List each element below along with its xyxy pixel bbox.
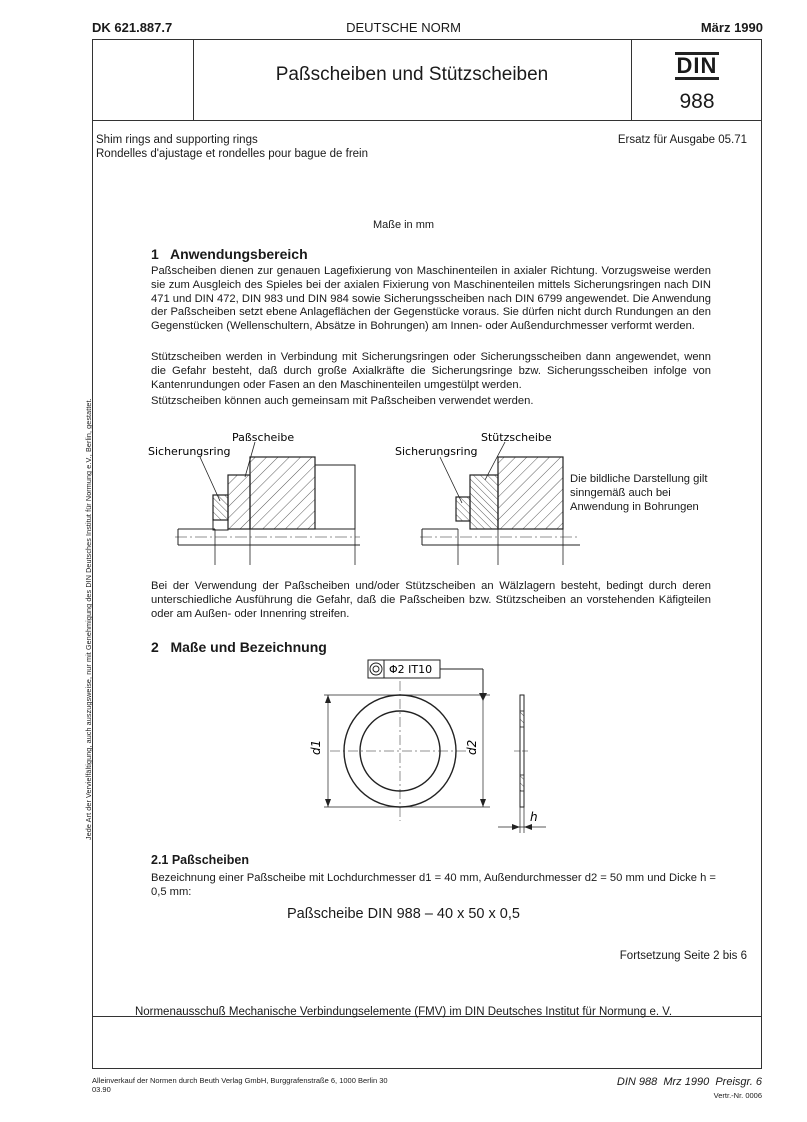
section1-heading — [151, 246, 308, 262]
replaces-edition: Ersatz für Ausgabe 05.71 — [617, 134, 747, 146]
section1-para2: Stützscheiben werden in Verbindung mit Sicherungsringen oder Sicherungsscheiben dann angewendet, wenn die Gefahr besteht, daß durch große Axialkräfte die Sicherungsringe bzw. Sicherungsscheiben infolge von Kantenrundungen oder Fasen an den Maschinenteilen umgestülpt werden. — [151, 351, 711, 391]
section1-para1: Paßscheiben dienen zur genauen Lagefixierung von Maschinenteilen in axialer Richtung. Vorzugsweise werden sie zum Ausgleich des Spieles bei der axialen Fixierung von Maschinenteilen mittels Sicherungsringen nach DIN 471 und DIN 472, DIN 983 und DIN 984 sowie Sicherungsscheiben nach DIN 6799 angewendet. Die Anwendung der Paßscheiben setzt ebene Anlageflächen der Gegenstücke voraus. Sie dürfen nicht durch Rundungen an den Gegenstücken (Wellenschultern, Absätze in Bohrungen) am Innen- oder Außendurchmesser verformt werden. — [151, 265, 711, 333]
section1-title: Anwendungsbereich — [169, 246, 308, 262]
footer-din-ref: DIN 988 Mrz 1990 Preisgr. 6 — [616, 1076, 762, 1088]
issue-date: März 1990 — [700, 20, 763, 35]
section1-para4: Bei der Verwendung der Paßscheiben und/oder Stützscheiben an Wälzlagern besteht, bedingt durch deren unterschiedliche Ausführung die Gefahr, daß die Paßscheiben bzw. Stützscheiben an vorstehenden Käfigteilen oder am Außen- oder Innenring streifen. — [151, 580, 711, 620]
fig-left-label-passscheibe: Paßscheibe — [232, 431, 295, 444]
title-french: Rondelles d'ajustage et rondelles pour bague de frein — [96, 148, 368, 160]
dk-number: DK 621.887.7 — [92, 20, 173, 35]
fig-left-pass-washer — [175, 442, 360, 565]
washer-dimension-drawing — [300, 655, 560, 840]
footer-date-code: 03.90 — [92, 1085, 111, 1094]
section2-heading — [151, 639, 327, 655]
continuation-note: Fortsetzung Seite 2 bis 6 — [619, 950, 747, 962]
fig-right-label-sicherungsring: Sicherungsring — [395, 445, 478, 458]
din-logo-text: DIN — [676, 53, 718, 78]
fig-right-support-washer — [420, 442, 580, 565]
fig-right-label-stuetzscheibe: Stützscheibe — [481, 431, 552, 444]
h-label: h — [530, 810, 538, 824]
section2-number: 2 — [151, 639, 159, 655]
section21-text: Bezeichnung einer Paßscheibe mit Lochdurchmesser d1 = 40 mm, Außendurchmesser d2 = 50 mm und Dicke h = 0,5 mm: — [151, 872, 716, 898]
norm-type: DEUTSCHE NORM — [346, 20, 461, 35]
section2-title: Maße und Bezeichnung — [170, 639, 327, 655]
copyright-side-note: Jede Art der Vervielfältigung, auch auszugsweise, nur mit Genehmigung des DIN Deutsches Institut für Normung e.V., Berlin, gestattet. — [84, 398, 93, 840]
section21-heading: 2.1 Paßscheiben — [151, 853, 249, 867]
footer-vertr-nr: Vertr.-Nr. 0006 — [713, 1091, 762, 1100]
fig-left-label-sicherungsring: Sicherungsring — [148, 445, 231, 458]
page-title: Paßscheiben und Stützscheiben — [275, 64, 549, 85]
title-english: Shim rings and supporting rings — [96, 134, 258, 146]
din-number: 988 — [679, 90, 715, 113]
units-note: Maße in mm — [372, 219, 435, 231]
section1-para3: Stützscheiben können auch gemeinsam mit Paßscheiben verwendet werden. — [151, 395, 534, 407]
footer-publisher: Alleinverkauf der Normen durch Beuth Verlag GmbH, Burggrafenstraße 6, 1000 Berlin 30 — [92, 1076, 388, 1085]
d1-label: d1 — [309, 739, 323, 755]
designation-example: Paßscheibe DIN 988 – 40 x 50 x 0,5 — [287, 906, 520, 922]
tolerance-value: Φ2 IT10 — [389, 663, 433, 676]
figure-note: Die bildliche Darstellung gilt sinngemäß auch bei Anwendung in Bohrungen — [570, 473, 708, 513]
d2-label: d2 — [465, 739, 479, 755]
din-logo — [631, 52, 763, 80]
section1-number: 1 — [151, 246, 159, 262]
committee-line: Normenausschuß Mechanische Verbindungselemente (FMV) im DIN Deutsches Institut für Normung e. V. — [134, 1006, 673, 1018]
